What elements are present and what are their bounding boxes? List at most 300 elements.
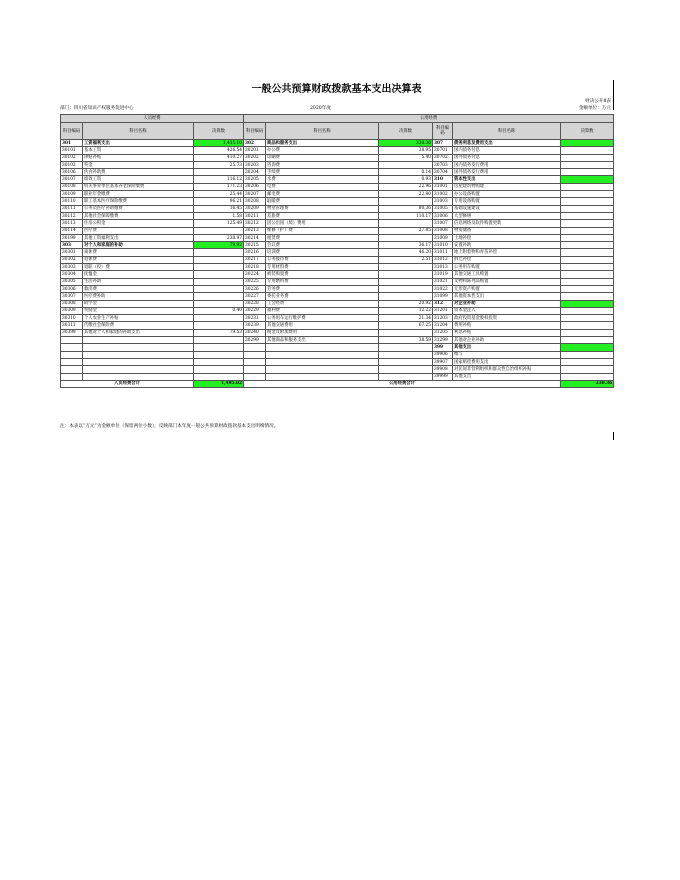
subject-name: 国内债务发行费用 — [453, 161, 561, 168]
table-row — [61, 293, 614, 300]
amount — [561, 242, 614, 249]
amount — [561, 366, 614, 373]
subject-name: 国内债务付息 — [453, 147, 561, 154]
subject-code: 30205 — [244, 176, 266, 183]
subject-name: 其他支出 — [453, 344, 561, 351]
subject-code — [61, 358, 83, 365]
amount: 238.97 — [194, 234, 244, 241]
subject-name: 退职（役）费 — [83, 264, 194, 271]
amount — [561, 358, 614, 365]
amount: 96.21 — [194, 198, 244, 205]
subject-name: 税金及附加费用 — [266, 329, 379, 336]
subject-code: 30111 — [61, 205, 83, 212]
subject-code: 30224 — [244, 271, 266, 278]
public-total-value: 330.36 — [561, 380, 614, 387]
amount: 410.27 — [194, 154, 244, 161]
subject-code: 303 — [61, 242, 83, 249]
amount: 1,415.10 — [194, 140, 244, 147]
subject-name: 劳务费 — [266, 285, 379, 292]
amount — [561, 161, 614, 168]
amount: 46.20 — [379, 249, 433, 256]
amount: 25.73 — [194, 161, 244, 168]
subject-code: 30302 — [61, 256, 83, 263]
subject-name — [266, 358, 379, 365]
table-row — [61, 227, 614, 234]
amount — [379, 285, 433, 292]
subject-code: 31011 — [433, 249, 453, 256]
subject-name: 物资储备 — [453, 227, 561, 234]
subject-name: 其他支出 — [453, 373, 561, 380]
subject-name: 对企业补助 — [453, 300, 561, 307]
subject-name: 文物和陈列品购置 — [453, 278, 561, 285]
amount — [194, 344, 244, 351]
subject-code: 30208 — [244, 198, 266, 205]
subject-name: 公务员医疗补助缴费 — [83, 205, 194, 212]
subject-name: 安置补助 — [453, 242, 561, 249]
subject-code: 301 — [61, 140, 83, 147]
subject-name: 邮电费 — [266, 191, 379, 198]
subject-code: 31203 — [433, 315, 453, 322]
subject-code: 30113 — [61, 220, 83, 227]
report-title: 一般公共预算财政拨款基本支出决算表 — [251, 84, 422, 95]
subject-code: 30301 — [61, 249, 83, 256]
subject-code: 31099 — [433, 293, 453, 300]
currency-unit: 金额单位：万元 — [578, 106, 611, 111]
subject-code: 31021 — [433, 278, 453, 285]
amount: 25.44 — [194, 191, 244, 198]
amount — [561, 300, 614, 307]
subject-code: 30299 — [244, 337, 266, 344]
subject-code — [244, 373, 266, 380]
subject-code: 31019 — [433, 271, 453, 278]
subject-name: 助学金 — [83, 300, 194, 307]
subject-code: 30229 — [244, 307, 266, 314]
subject-code — [61, 366, 83, 373]
subject-code: 30227 — [244, 293, 266, 300]
amount — [194, 366, 244, 373]
subject-code: 30204 — [244, 169, 266, 176]
subject-name: 绩效工资 — [83, 176, 194, 183]
amount: 20.92 — [379, 300, 433, 307]
amount: 22.80 — [379, 191, 433, 198]
subject-code: 31007 — [433, 220, 453, 227]
subject-name: 其他资本性支出 — [453, 293, 561, 300]
public-total-label: 公用经费合计 — [244, 380, 561, 387]
subject-name: 其他对企业补助 — [453, 337, 561, 344]
amount — [561, 344, 614, 351]
subject-name: 差旅费 — [266, 212, 379, 219]
subject-name: 因公出国（境）费用 — [266, 220, 379, 227]
amount — [379, 220, 433, 227]
subject-name — [83, 366, 194, 373]
table-row — [61, 358, 614, 365]
subject-code: 30215 — [244, 242, 266, 249]
subject-name — [266, 373, 379, 380]
personnel-group-header: 人员经费 — [61, 115, 244, 123]
amount — [561, 154, 614, 161]
amount — [194, 293, 244, 300]
subject-code: 30214 — [244, 234, 266, 241]
subject-code: 30702 — [433, 154, 453, 161]
subject-name: 大型修缮 — [453, 212, 561, 219]
amount — [194, 373, 244, 380]
amount — [561, 256, 614, 263]
subject-name: 咨询费 — [266, 161, 379, 168]
subject-name: 其他社会保障缴费 — [83, 212, 194, 219]
amount — [561, 198, 614, 205]
subject-code: 312 — [433, 300, 453, 307]
table-row — [61, 329, 614, 336]
col-header-name: 科目名称 — [453, 123, 561, 140]
subject-code: 30101 — [61, 147, 83, 154]
amount — [561, 307, 614, 314]
subject-name: 手续费 — [266, 169, 379, 176]
amount — [561, 278, 614, 285]
subject-name: 公务接待费 — [266, 256, 379, 263]
amount — [379, 264, 433, 271]
subject-name — [83, 351, 194, 358]
table-row — [61, 140, 614, 147]
amount — [379, 293, 433, 300]
table-row — [61, 307, 614, 314]
subject-code: 30399 — [61, 329, 83, 336]
amount: 330.36 — [379, 140, 433, 147]
subject-name: 基础设施建设 — [453, 205, 561, 212]
col-header-amount: 决算数 — [194, 123, 244, 140]
subject-name: 房屋建筑物购建 — [453, 183, 561, 190]
amount — [379, 161, 433, 168]
amount — [194, 278, 244, 285]
subject-name — [83, 337, 194, 344]
table-row — [61, 154, 614, 161]
subject-code: 39906 — [433, 351, 453, 358]
right-border-line-top — [613, 80, 614, 110]
group-header-row — [61, 115, 614, 123]
subject-code: 30209 — [244, 205, 266, 212]
subject-name: 对个人和家庭的补助 — [83, 242, 194, 249]
subject-code — [61, 373, 83, 380]
table-row — [61, 161, 614, 168]
subject-name: 地上附着物和青苗补偿 — [453, 249, 561, 256]
subject-code: 30304 — [61, 271, 83, 278]
subject-code: 30201 — [244, 147, 266, 154]
subject-name: 机关事业单位基本养老保险缴费 — [83, 183, 194, 190]
table-row — [61, 271, 614, 278]
amount — [379, 234, 433, 241]
amount — [379, 344, 433, 351]
amount: 5.40 — [379, 154, 433, 161]
amount — [379, 373, 433, 380]
amount — [561, 249, 614, 256]
amount: 2.51 — [379, 256, 433, 263]
subject-code: 30202 — [244, 154, 266, 161]
subject-code — [61, 344, 83, 351]
expenditure-table — [60, 114, 614, 388]
table-row — [61, 242, 614, 249]
subject-name: 办公设备购置 — [453, 191, 561, 198]
subject-code: 31204 — [433, 322, 453, 329]
amount — [194, 249, 244, 256]
amount — [379, 278, 433, 285]
subject-name: 资本金注入 — [453, 307, 561, 314]
subject-code: 30106 — [61, 169, 83, 176]
subject-code: 30303 — [61, 264, 83, 271]
subject-code: 30109 — [61, 191, 83, 198]
subject-code: 30213 — [244, 227, 266, 234]
subject-name: 费用补贴 — [453, 322, 561, 329]
amount: 110.17 — [379, 212, 433, 219]
fiscal-year: 2020年度 — [310, 106, 331, 111]
subject-code: 30239 — [244, 322, 266, 329]
subject-name: 培训费 — [266, 249, 379, 256]
subject-name — [83, 344, 194, 351]
amount — [194, 322, 244, 329]
subject-name: 福利费 — [266, 307, 379, 314]
amount — [561, 315, 614, 322]
right-border-line-bottom — [613, 432, 614, 440]
amount — [561, 329, 614, 336]
subject-code: 31299 — [433, 337, 453, 344]
subject-name: 政府投资基金股权投资 — [453, 315, 561, 322]
table-row — [61, 205, 614, 212]
amount: 0.14 — [379, 169, 433, 176]
subject-code: 31009 — [433, 234, 453, 241]
subject-name: 拆迁补偿 — [453, 256, 561, 263]
subject-code: 30311 — [61, 322, 83, 329]
amount — [194, 227, 244, 234]
subject-code: 399 — [433, 344, 453, 351]
subject-code: 30102 — [61, 154, 83, 161]
subject-code: 31022 — [433, 285, 453, 292]
subject-code: 30108 — [61, 183, 83, 190]
table-row — [61, 366, 614, 373]
table-row — [61, 198, 614, 205]
amount: 12.22 — [379, 307, 433, 314]
subject-code: 30218 — [244, 264, 266, 271]
col-header-code: 科目编码 — [433, 123, 453, 140]
subject-name: 基本工资 — [83, 147, 194, 154]
subject-code: 31002 — [433, 191, 453, 198]
col-header-name: 科目名称 — [83, 123, 194, 140]
amount — [379, 198, 433, 205]
amount — [194, 300, 244, 307]
subject-code: 30207 — [244, 191, 266, 198]
table-row — [61, 147, 614, 154]
subject-code: 30112 — [61, 212, 83, 219]
amount — [561, 205, 614, 212]
amount: 38.95 — [379, 147, 433, 154]
amount: 16.45 — [194, 205, 244, 212]
amount — [194, 271, 244, 278]
subject-name — [83, 358, 194, 365]
subject-code: 31205 — [433, 329, 453, 336]
subject-code: 30309 — [61, 307, 83, 314]
subject-code: 31008 — [433, 227, 453, 234]
amount — [194, 169, 244, 176]
amount: 79.53 — [194, 329, 244, 336]
subject-name: 国外债务发行费用 — [453, 169, 561, 176]
table-row — [61, 176, 614, 183]
col-header-amount: 决算数 — [561, 123, 614, 140]
subject-name: 电费 — [266, 183, 379, 190]
table-row — [61, 191, 614, 198]
amount — [561, 212, 614, 219]
subject-code: 30704 — [433, 169, 453, 176]
subject-name: 奖金 — [83, 161, 194, 168]
subject-code: 31003 — [433, 198, 453, 205]
subject-code: 30212 — [244, 220, 266, 227]
table-row — [61, 315, 614, 322]
subject-name: 其他交通费用 — [266, 322, 379, 329]
subject-name: 专用燃料费 — [266, 278, 379, 285]
personnel-total-label: 人员经费合计 — [61, 380, 194, 387]
subject-code: 30216 — [244, 249, 266, 256]
amount: 79.92 — [194, 242, 244, 249]
amount — [379, 358, 433, 365]
subject-code: 302 — [244, 140, 266, 147]
amount: 116.12 — [194, 176, 244, 183]
amount — [379, 351, 433, 358]
subject-code: 30203 — [244, 161, 266, 168]
subject-name: 伙食补助费 — [83, 169, 194, 176]
amount — [561, 169, 614, 176]
department: 部门：四川省知识产权服务促进中心 — [60, 106, 134, 111]
amount — [561, 147, 614, 154]
subject-name: 公务用车购置 — [453, 264, 561, 271]
amount: 27.85 — [379, 227, 433, 234]
amount: 22.96 — [379, 183, 433, 190]
subject-code — [244, 344, 266, 351]
table-row — [61, 322, 614, 329]
subject-code: 30217 — [244, 256, 266, 263]
amount — [561, 220, 614, 227]
subject-name — [83, 373, 194, 380]
subject-name: 津贴补贴 — [83, 154, 194, 161]
subject-code: 30110 — [61, 198, 83, 205]
subject-code: 39999 — [433, 373, 453, 380]
amount — [379, 329, 433, 336]
subject-name: 赠与 — [453, 351, 561, 358]
amount — [561, 337, 614, 344]
subject-code: 310 — [433, 176, 453, 183]
subject-name: 会议费 — [266, 242, 379, 249]
subject-name: 利息补贴 — [453, 329, 561, 336]
subject-code: 30308 — [61, 300, 83, 307]
subject-name: 职工基本医疗保险缴费 — [83, 198, 194, 205]
subject-code: 31001 — [433, 183, 453, 190]
subject-name: 对民间非营利组织和群众性自治组织补贴 — [453, 366, 561, 373]
subject-name: 抚恤金 — [83, 271, 194, 278]
amount: 0.40 — [194, 307, 244, 314]
subject-name: 医疗费补助 — [83, 293, 194, 300]
subject-name: 其他商品和服务支出 — [266, 337, 379, 344]
amount: 38.59 — [379, 337, 433, 344]
subject-code: 31010 — [433, 242, 453, 249]
table-row — [61, 285, 614, 292]
amount — [561, 140, 614, 147]
col-header-amount: 决算数 — [379, 123, 433, 140]
amount — [561, 176, 614, 183]
subject-name: 其他交通工具购置 — [453, 271, 561, 278]
col-header-code: 科目编码 — [244, 123, 266, 140]
subject-name: 个人农业生产补贴 — [83, 315, 194, 322]
amount — [561, 264, 614, 271]
subject-code: 30703 — [433, 161, 453, 168]
totals-row — [61, 380, 614, 387]
subject-code: 30103 — [61, 161, 83, 168]
amount: 80.36 — [379, 205, 433, 212]
subject-name: 资本性支出 — [453, 176, 561, 183]
subject-code — [61, 337, 83, 344]
amount — [561, 234, 614, 241]
table-row — [61, 264, 614, 271]
amount — [194, 315, 244, 322]
subject-code — [61, 351, 83, 358]
subject-name: 专用材料费 — [266, 264, 379, 271]
footnote: 注：本表以“万元”为金额单位（保留两位小数），反映部门本年度一般公共预算财政拨款基本支出明细情况。 — [60, 424, 279, 429]
amount — [379, 366, 433, 373]
subject-code: 30305 — [61, 278, 83, 285]
table-row — [61, 351, 614, 358]
subject-name: 工资福利支出 — [83, 140, 194, 147]
subject-name: 工会经费 — [266, 300, 379, 307]
public-group-header: 公用经费 — [244, 115, 614, 123]
table-row — [61, 337, 614, 344]
amount — [561, 373, 614, 380]
amount: 0.93 — [379, 176, 433, 183]
subject-code: 31005 — [433, 205, 453, 212]
table-row — [61, 234, 614, 241]
subject-name: 住房公积金 — [83, 220, 194, 227]
table-row — [61, 212, 614, 219]
subject-code: 31006 — [433, 212, 453, 219]
subject-name: 退休费 — [83, 256, 194, 263]
subject-name: 水费 — [266, 176, 379, 183]
subject-name: 国家赔偿费用支出 — [453, 358, 561, 365]
subject-code: 30228 — [244, 300, 266, 307]
subject-name: 信息网络及软件购置更新 — [453, 220, 561, 227]
amount — [561, 351, 614, 358]
table-row — [61, 220, 614, 227]
subject-name: 印刷费 — [266, 154, 379, 161]
subject-name: 其他对个人和家庭的补助支出 — [83, 329, 194, 336]
amount — [194, 358, 244, 365]
subject-name: 商品和服务支出 — [266, 140, 379, 147]
subject-name: 维修（护）费 — [266, 227, 379, 234]
column-header-row — [61, 123, 614, 140]
amount: 426.54 — [194, 147, 244, 154]
subject-code: 39907 — [433, 358, 453, 365]
amount — [194, 256, 244, 263]
subject-name — [266, 351, 379, 358]
subject-name: 奖励金 — [83, 307, 194, 314]
subject-code: 30701 — [433, 147, 453, 154]
amount — [379, 271, 433, 278]
subject-name: 土地补偿 — [453, 234, 561, 241]
table-row — [61, 278, 614, 285]
subject-code: 30225 — [244, 278, 266, 285]
table-row — [61, 300, 614, 307]
col-header-name: 科目名称 — [266, 123, 379, 140]
subject-code: 31013 — [433, 264, 453, 271]
subject-code: 30211 — [244, 212, 266, 219]
subject-name: 代缴社会保险费 — [83, 322, 194, 329]
subject-name: 无形资产购置 — [453, 285, 561, 292]
table-row — [61, 373, 614, 380]
subject-code: 30114 — [61, 227, 83, 234]
subject-code: 39908 — [433, 366, 453, 373]
subject-name — [266, 366, 379, 373]
